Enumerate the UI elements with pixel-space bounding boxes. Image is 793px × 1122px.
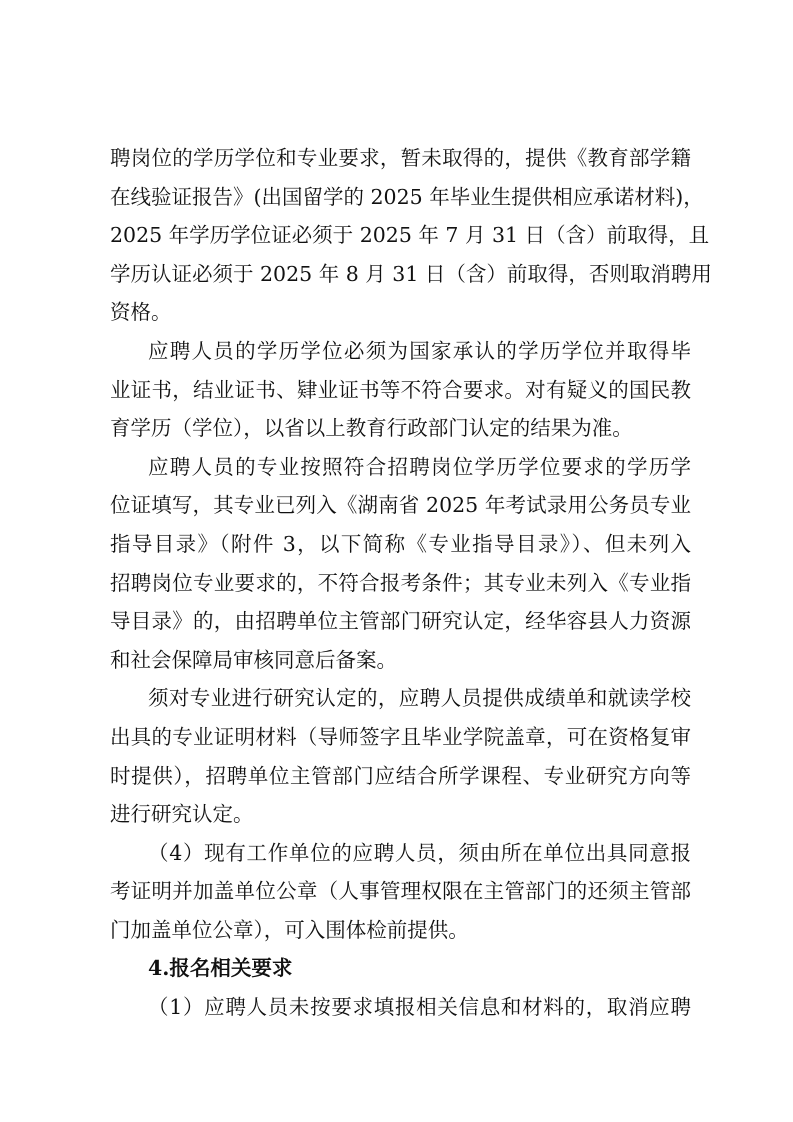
text-line: 聘岗位的学历学位和专业要求，暂未取得的，提供《教育部学籍 <box>110 146 691 170</box>
paragraph-start-line: 应聘人员的学历学位必须为国家承认的学历学位并取得毕 <box>148 338 691 363</box>
text-line: 考证明并加盖单位公章（人事管理权限在主管部门的还须主管部 <box>110 879 691 904</box>
text-line: 招聘岗位专业要求的，不符合报考条件；其专业未列入《专业指 <box>110 570 691 595</box>
text-line: 在线验证报告》(出国留学的 2025 年毕业生提供相应承诺材料)， <box>110 184 704 209</box>
section-heading: 4.报名相关要求 <box>148 956 293 981</box>
text-line: 出具的专业证明材料（导师签字且毕业学院盖章，可在资格复审 <box>110 724 691 749</box>
text-line: 时提供），招聘单位主管部门应结合所学课程、专业研究方向等 <box>110 763 691 788</box>
text-line: 导目录》的，由招聘单位主管部门研究认定，经华容县人力资源 <box>110 609 691 634</box>
text-line: 门加盖单位公章），可入围体检前提供。 <box>110 917 469 942</box>
paragraph-start-line: 应聘人员的专业按照符合招聘岗位学历学位要求的学历学 <box>148 454 691 479</box>
text-line: 位证填写，其专业已列入《湖南省 2025 年考试录用公务员专业 <box>110 493 691 518</box>
paragraph-start-line: （4）现有工作单位的应聘人员，须由所在单位出具同意报 <box>148 840 691 865</box>
paragraph-start-line: （1）应聘人员未按要求填报相关信息和材料的，取消应聘 <box>148 995 691 1020</box>
document-body <box>110 143 712 1031</box>
text-line: 业证书，结业证书、肄业证书等不符合要求。对有疑义的国民教 <box>110 377 691 402</box>
text-line: 进行研究认定。 <box>110 802 254 827</box>
text-line: 2025 年学历学位证必须于 2025 年 7 月 31 日（含）前取得，且 <box>110 223 710 248</box>
text-line: 和社会保障局审核同意后备案。 <box>110 647 397 672</box>
text-line: 学历认证必须于 2025 年 8 月 31 日（含）前取得，否则取消聘用 <box>110 261 712 286</box>
text-line: 育学历（学位），以省以上教育行政部门认定的结果为准。 <box>110 416 633 441</box>
text-line: 指导目录》（附件 3，以下简称《专业指导目录》）、但未列入 <box>110 531 691 556</box>
paragraph-start-line: 须对专业进行研究认定的，应聘人员提供成绩单和就读学校 <box>148 686 691 711</box>
text-line: 资格。 <box>110 300 172 325</box>
